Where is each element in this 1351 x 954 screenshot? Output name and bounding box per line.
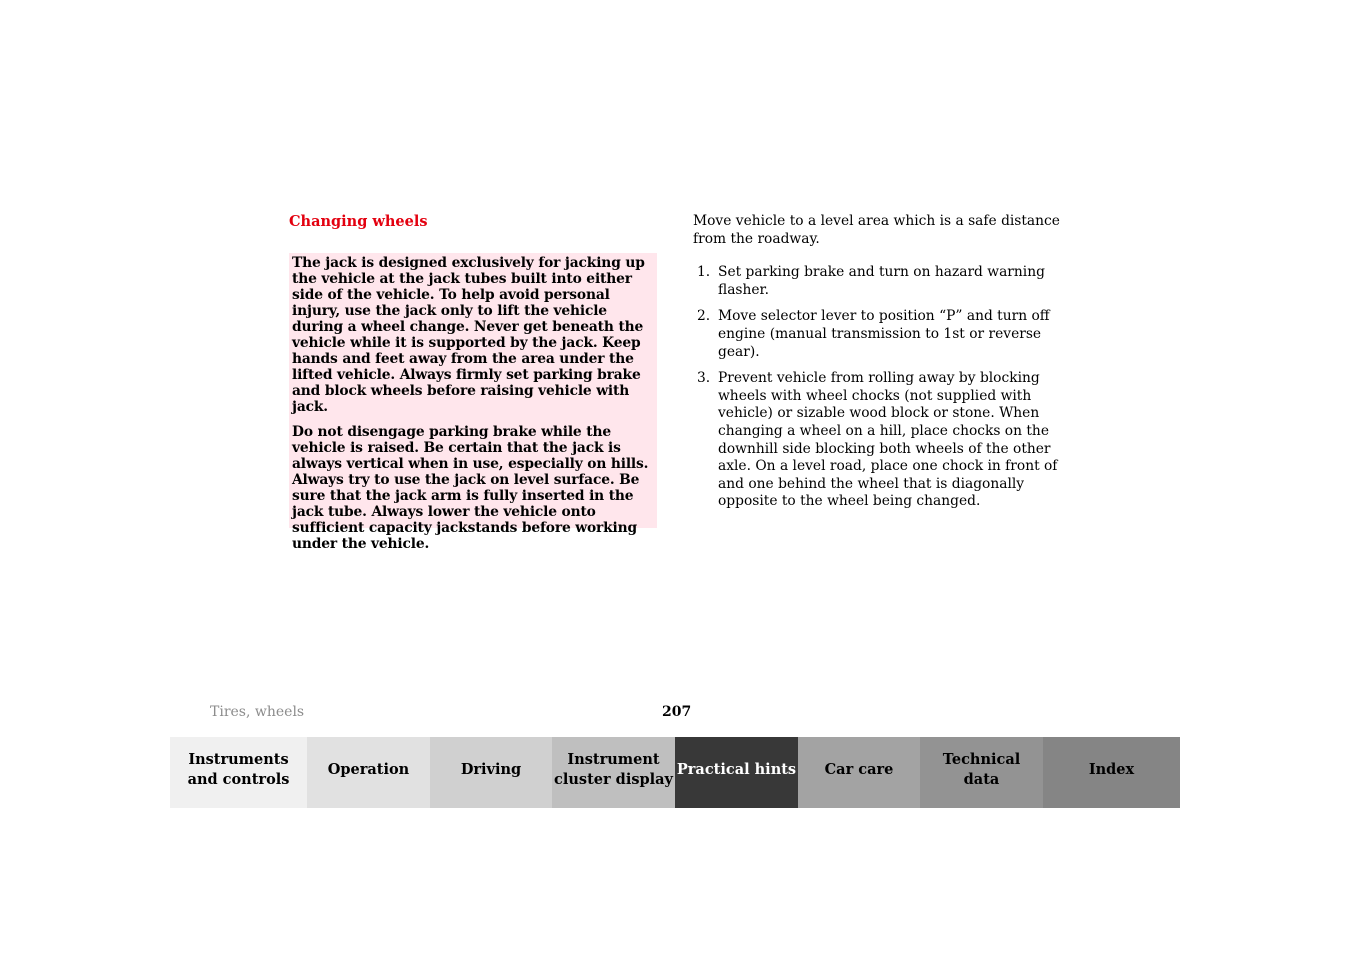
section-title: Changing wheels	[289, 213, 428, 230]
step-item	[693, 264, 1068, 299]
tab-instrument-cluster-display[interactable]: Instrument cluster display	[552, 737, 675, 808]
tab-driving[interactable]: Driving	[430, 737, 552, 808]
tab-car-care[interactable]: Car care	[798, 737, 920, 808]
tab-operation[interactable]: Operation	[307, 737, 430, 808]
footer-section-label: Tires, wheels	[210, 704, 305, 720]
step-text: Set parking brake and turn on hazard warning flasher.	[718, 264, 1045, 298]
tab-instruments-and-controls[interactable]: Instruments and controls	[170, 737, 307, 808]
warning-paragraph: The jack is designed exclusively for jacking up the vehicle at the jack tubes built into either side of the vehicle. To help avoid personal injury, use the jack only to lift the vehicle during a wheel change. Never get beneath the vehicle while it is supported by the jack. Keep hands and feet away from the area under the lifted vehicle. Always firmly set parking brake and block wheels before raising vehicle with jack.	[292, 255, 645, 415]
step-item	[693, 308, 1068, 361]
step-number: 1.	[697, 264, 711, 281]
intro-text: Move vehicle to a level area which is a safe distance from the roadway.	[693, 213, 1060, 247]
tab-technical-data[interactable]: Technical data	[920, 737, 1043, 808]
warning-box	[289, 253, 657, 552]
tab-practical-hints[interactable]: Practical hints	[675, 737, 798, 808]
chapter-nav	[170, 737, 1180, 808]
page-number: 207	[662, 704, 692, 720]
step-text: Move selector lever to position “P” and turn off engine (manual transmission to 1st or reverse gear).	[718, 308, 1050, 360]
instructions	[693, 213, 1068, 520]
step-item	[693, 370, 1068, 511]
steps-list	[693, 264, 1068, 511]
warning-paragraph: Do not disengage parking brake while the vehicle is raised. Be certain that the jack is always vertical when in use, especially on hills. Always try to use the jack on level surface. Be sure that the jack arm is fully inserted in the jack tube. Always lower the vehicle onto sufficient capacity jackstands before working under the vehicle.	[292, 424, 649, 552]
step-number: 3.	[697, 370, 711, 387]
step-text: Prevent vehicle from rolling away by blocking wheels with wheel chocks (not supplied with vehicle) or sizable wood block or stone. When changing a wheel on a hill, place chocks on the downhill side blocking both wheels of the other axle. On a level road, place one chock in front of and one behind the wheel that is diagonally opposite to the wheel being changed.	[718, 370, 1058, 510]
tab-index[interactable]: Index	[1043, 737, 1180, 808]
step-number: 2.	[697, 308, 711, 325]
